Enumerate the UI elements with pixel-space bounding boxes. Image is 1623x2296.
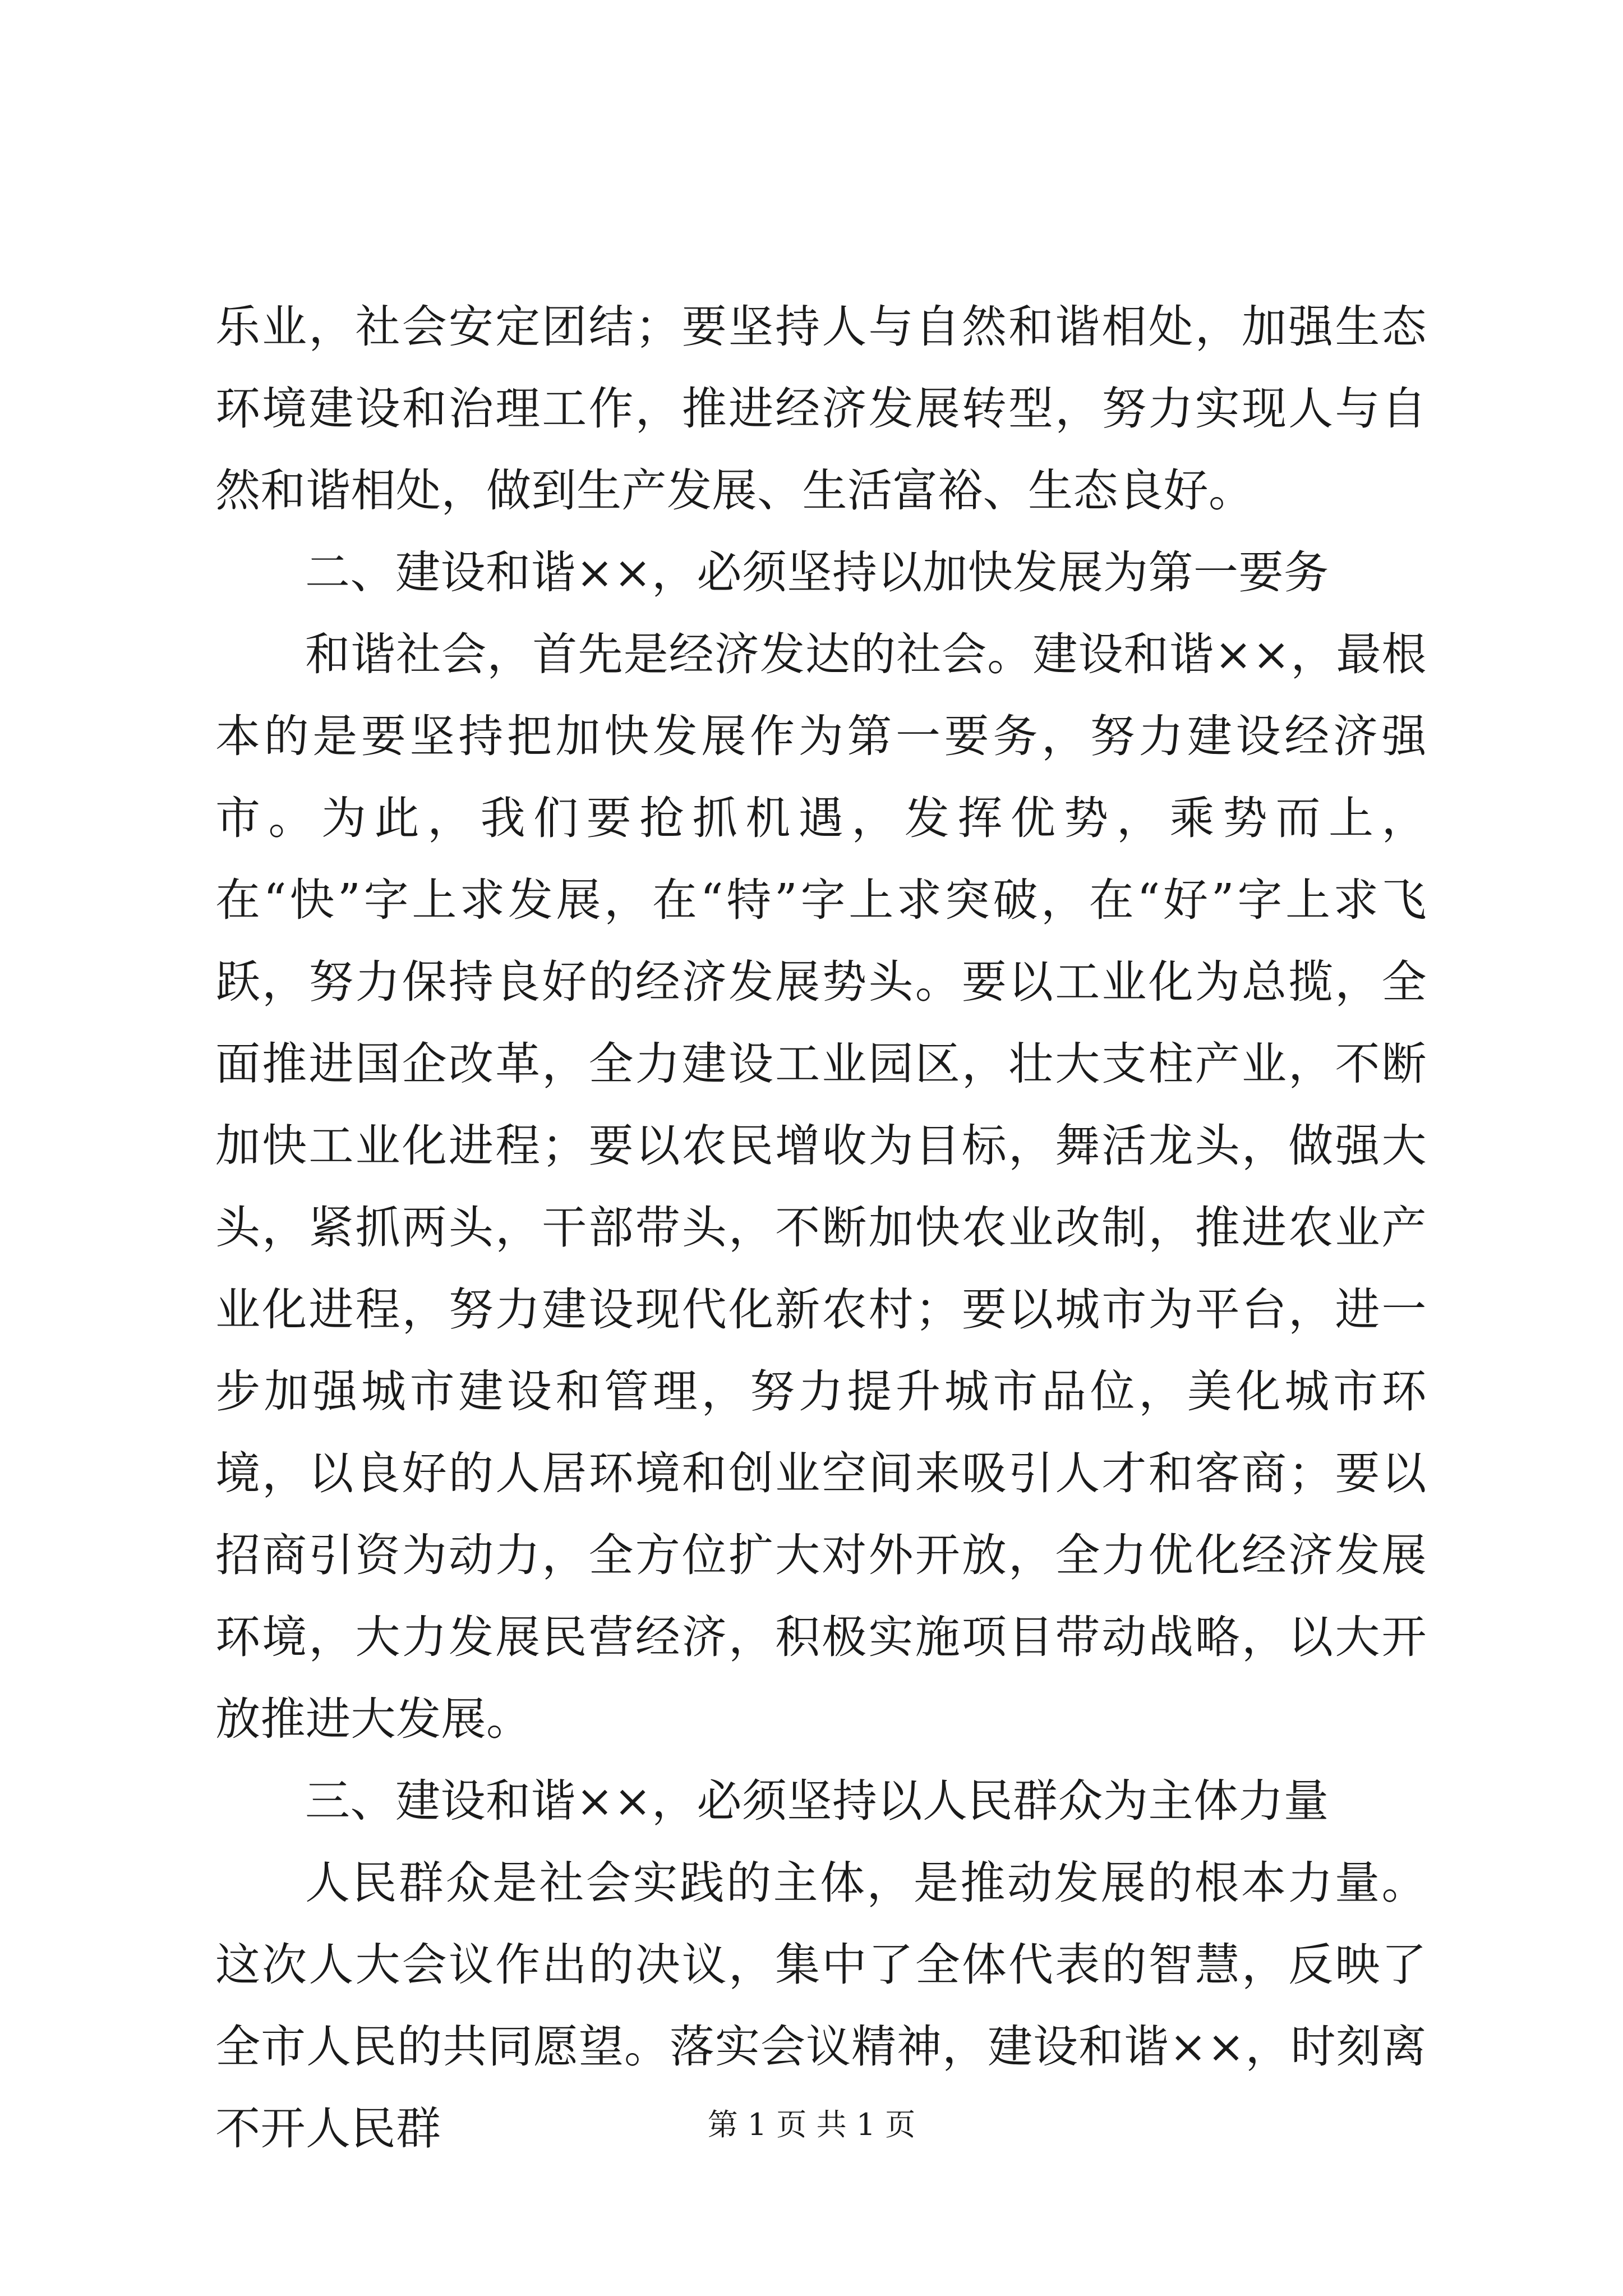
paragraph-people: 人民群众是社会实践的主体，是推动发展的根本力量。这次人大会议作出的决议，集中了全体代表的智慧，反映了全市人民的共同愿望。落实会议精神，建设和谐××，时刻离不开人民群 [215,1857,1427,2155]
section-heading-3: 三、建设和谐××，必须坚持以人民群众为主体力量 [305,1775,1329,1827]
section-heading-2: 二、建设和谐××，必须坚持以加快发展为第一要务 [305,546,1329,599]
page-footer: 第 1 页 共 1 页 [707,2107,916,2142]
paragraph-economy: 和谐社会，首先是经济发达的社会。建设和谐××，最根本的是要坚持把加快发展作为第一要务，努力建设经济强市。为此，我们要抢抓机遇，发挥优势，乘势而上，在“快”字上求发展，在“特”字上求突破，在“好”字上求飞跃，努力保持良好的经济发展势头。要以工业化为总揽，全面推进国企改革，全力建设工业园区，壮大支柱产业，不断加快工业化进程；要以农民增收为目标，舞活龙头，做强大头，紧抓两头，干部带头，不断加快农业改制，推进农业产业化进程，努力建设现代化新农村；要以城市为平台，进一步加强城市建设和管理，努力提升城市品位，美化城市环境，以良好的人居环境和创业空间来吸引人才和客商；要以招商引资为动力，全方位扩大对外开放，全力优化经济发展环境，大力发展民营经济，积极实施项目带动战略，以大开放推进大发展。 [215,628,1427,1745]
document-body [215,286,1427,2170]
paragraph-continuation: 乐业，社会安定团结；要坚持人与自然和谐相处，加强生态环境建设和治理工作，推进经济发展转型，努力实现人与自然和谐相处，做到生产发展、生活富裕、生态良好。 [215,301,1427,517]
